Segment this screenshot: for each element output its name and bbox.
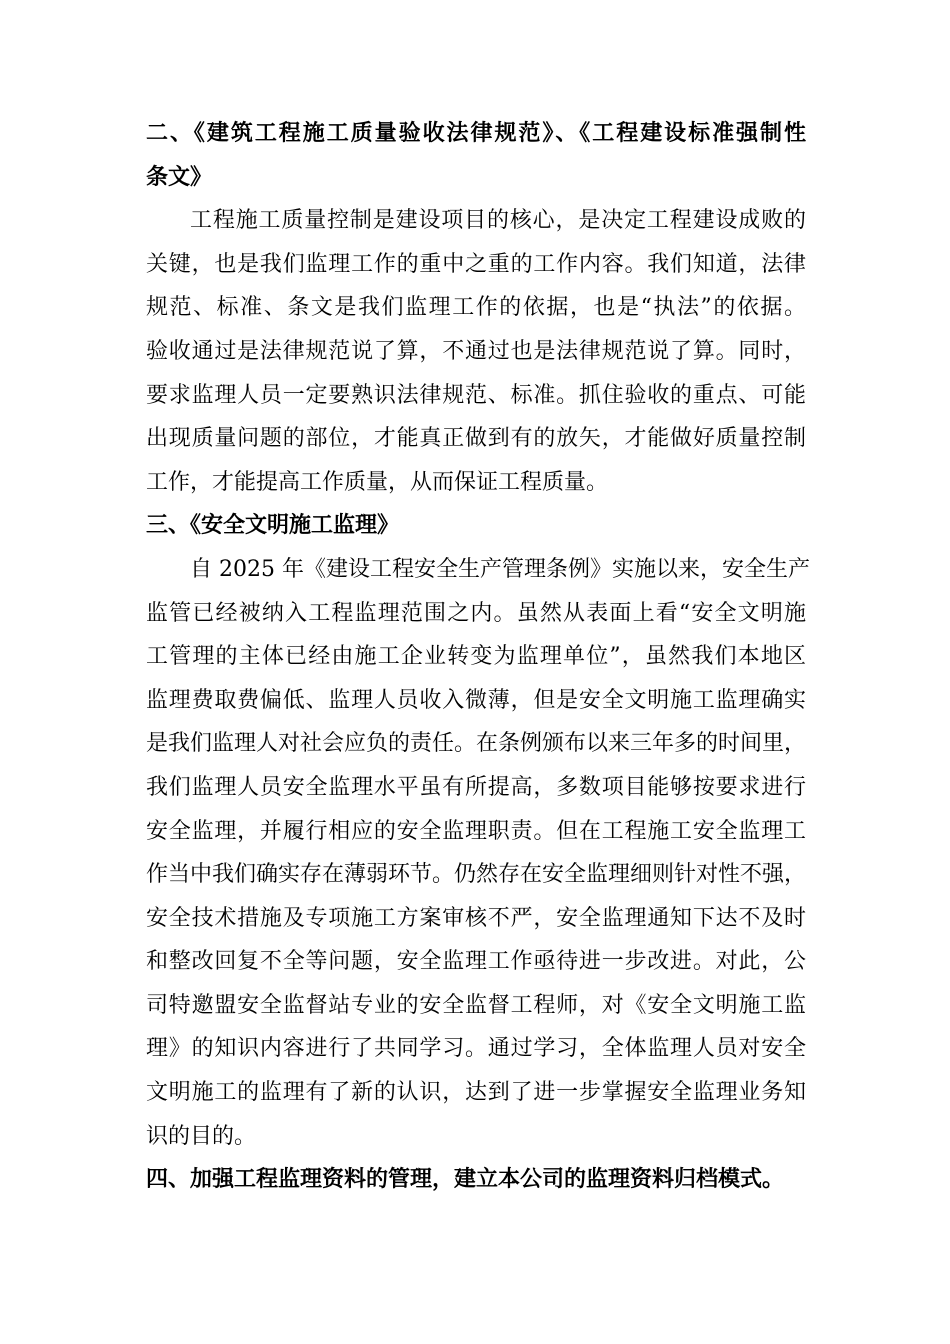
paragraph-line: 工管理的主体已经由施工企业转变为监理单位”，虽然我们本地区 <box>146 644 806 670</box>
paragraph-line: 要求监理人员一定要熟识法律规范、标准。抓住验收的重点、可能 <box>146 382 806 408</box>
section-2-heading-line-1: 二、《建筑工程施工质量验收法律规范》、《工程建设标准强制性 <box>146 120 806 146</box>
document-body <box>146 112 810 1202</box>
paragraph-line: 监管已经被纳入工程监理范围之内。虽然从表面上看“安全文明施 <box>146 600 806 626</box>
paragraph-line: 自 2025 年《建设工程安全生产管理条例》实施以来，安全生产 <box>190 556 810 582</box>
paragraph-line: 安全技术措施及专项施工方案审核不严，安全监理通知下达不及时 <box>146 905 806 931</box>
paragraph-line: 我们监理人员安全监理水平虽有所提高，多数项目能够按要求进行 <box>146 774 806 800</box>
section-3-paragraph <box>146 548 810 1158</box>
section-2-heading-line-2: 条文》 <box>146 163 213 190</box>
paragraph-line: 理》的知识内容进行了共同学习。通过学习，全体监理人员对安全 <box>146 1036 806 1062</box>
paragraph-line: 司特邀盟安全监督站专业的安全监督工程师，对《安全文明施工监 <box>146 992 806 1018</box>
paragraph-line: 工程施工质量控制是建设项目的核心，是决定工程建设成败的 <box>190 208 806 234</box>
paragraph-line: 关键，也是我们监理工作的重中之重的工作内容。我们知道，法律 <box>146 251 806 277</box>
section-3-heading: 三、《安全文明施工监理》 <box>146 512 400 539</box>
section-2 <box>146 112 806 504</box>
paragraph-line: 监理费取费偏低、监理人员收入微薄，但是安全文明施工监理确实 <box>146 687 806 713</box>
section-2-paragraph <box>146 199 806 504</box>
section-4 <box>146 1158 806 1202</box>
paragraph-line: 规范、标准、条文是我们监理工作的依据，也是“执法”的依据。 <box>146 295 806 321</box>
section-3 <box>146 504 810 1158</box>
paragraph-line: 出现质量问题的部位，才能真正做到有的放矢，才能做好质量控制 <box>146 426 806 452</box>
paragraph-line: 识的目的。 <box>146 1123 257 1149</box>
paragraph-line: 文明施工的监理有了新的认识，达到了进一步掌握安全监理业务知 <box>146 1080 806 1106</box>
section-4-heading: 四、加强工程监理资料的管理，建立本公司的监理资料归档模式。 <box>146 1166 785 1193</box>
paragraph-line: 和整改回复不全等问题，安全监理工作亟待进一步改进。对此，公 <box>146 949 806 975</box>
paragraph-line: 验收通过是法律规范说了算，不通过也是法律规范说了算。同时， <box>146 338 806 364</box>
paragraph-line: 是我们监理人对社会应负的责任。在条例颁布以来三年多的时间里， <box>146 731 807 757</box>
paragraph-line: 作当中我们确实存在薄弱环节。仍然存在安全监理细则针对性不强， <box>146 862 807 888</box>
paragraph-line: 安全监理，并履行相应的安全监理职责。但在工程施工安全监理工 <box>146 818 806 844</box>
paragraph-line: 工作，才能提高工作质量，从而保证工程质量。 <box>146 469 609 495</box>
